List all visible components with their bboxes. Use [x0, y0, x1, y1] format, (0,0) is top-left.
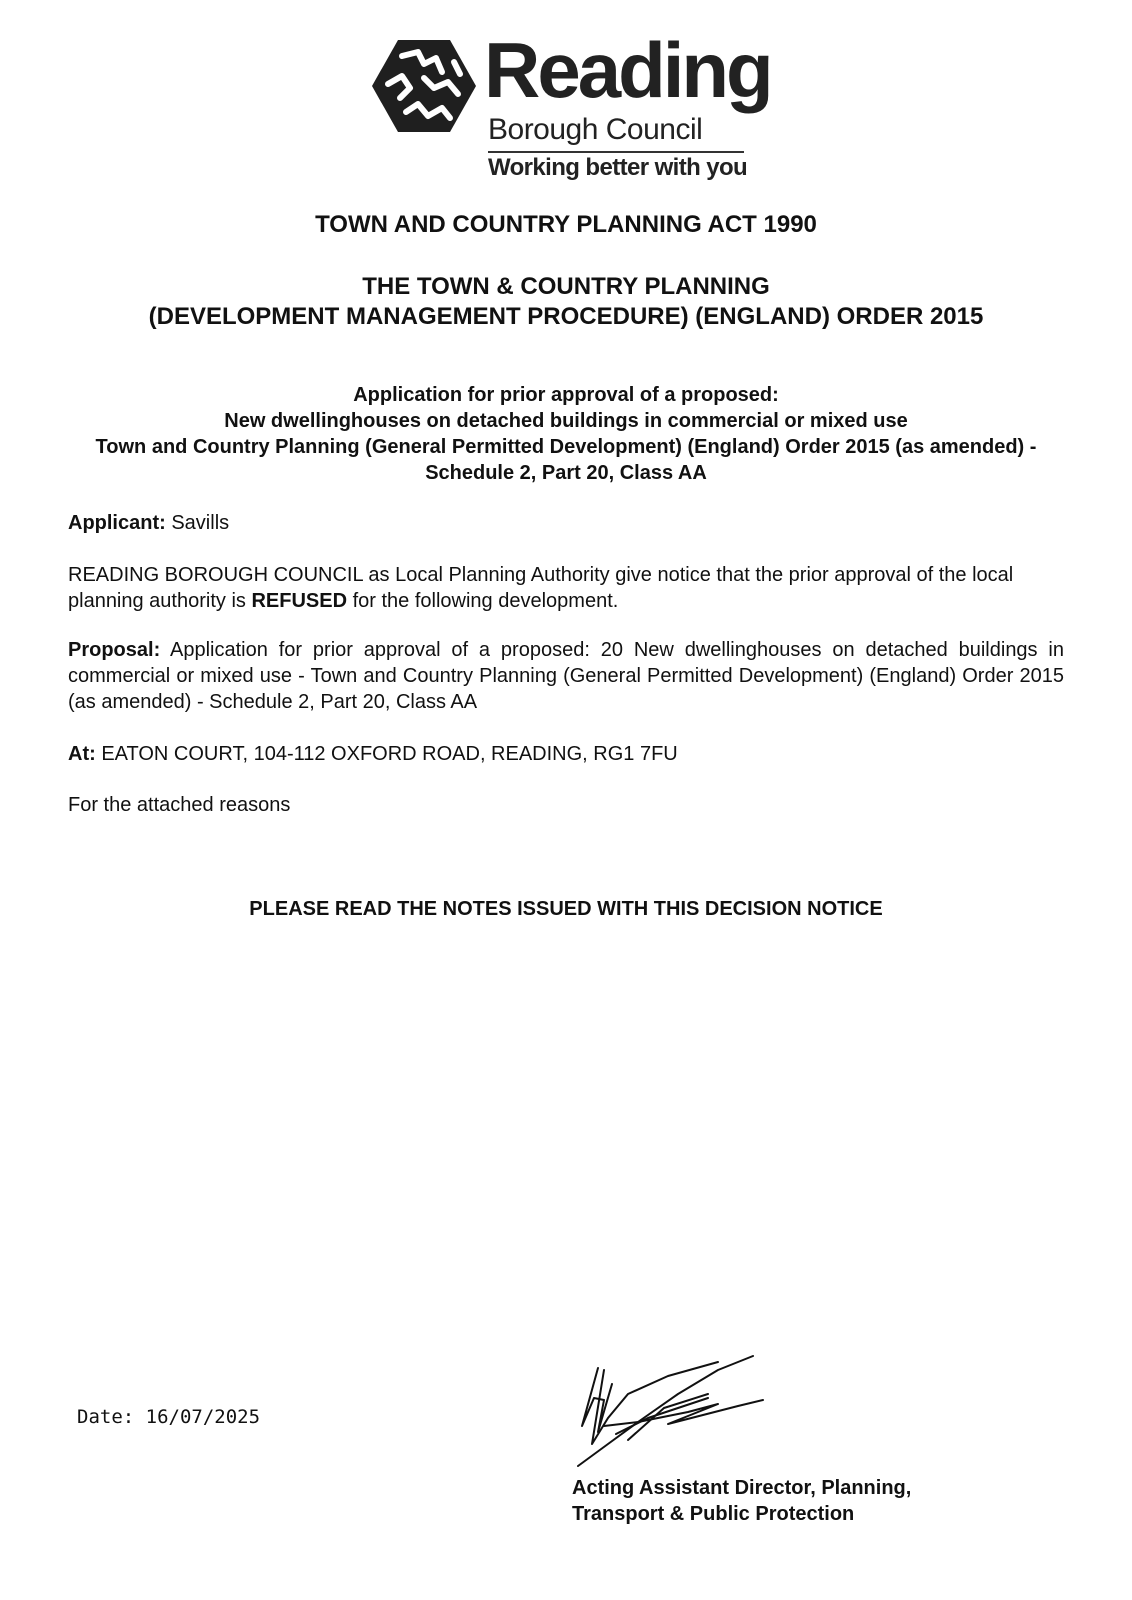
signatory-line2: Transport & Public Protection: [572, 1503, 855, 1525]
date-value: 16/07/2025: [145, 1406, 261, 1428]
proposal-value: Application for prior approval of a proposed: 20 New dwellinghouses on detached buildings in commercial or mixed use - Town and Country Planning (General Permitted Development) (England) Order 2015 (as amended) - Schedule 2, Part 20, Class AA: [68, 639, 1064, 713]
date-label: Date:: [77, 1406, 135, 1428]
signatory-title: [572, 1475, 1042, 1527]
logo-subtitle: Borough Council: [488, 113, 703, 146]
reasons-line: For the attached reasons: [68, 794, 291, 816]
council-emblem-icon: [372, 38, 476, 134]
decision-date: [77, 1405, 260, 1429]
site-address-line: [68, 741, 1064, 767]
applicant-label: Applicant:: [68, 512, 166, 534]
applicant-line: [68, 510, 1064, 536]
logo-tagline: Working better with you: [488, 154, 748, 181]
notice-text-before: READING BOROUGH COUNCIL as Local Planning Authority give notice that the prior approval of the local planning authority is: [68, 564, 1014, 612]
logo-divider: [488, 151, 744, 153]
order-title-line1: THE TOWN & COUNTRY PLANNING: [362, 273, 770, 300]
site-address: EATON COURT, 104-112 OXFORD ROAD, READING, RG1 7FU: [101, 743, 678, 765]
signatory-line1: Acting Assistant Director, Planning,: [572, 1477, 912, 1499]
site-label: At:: [68, 743, 96, 765]
notes-instruction: PLEASE READ THE NOTES ISSUED WITH THIS DECISION NOTICE: [249, 898, 883, 920]
order-title: [68, 272, 1064, 332]
proposal-paragraph: [68, 637, 1064, 715]
applicant-value: Savills: [171, 512, 230, 534]
application-heading: [68, 382, 1064, 486]
proposal-label: Proposal:: [68, 639, 161, 661]
decision-status: REFUSED: [251, 590, 348, 612]
application-heading-line2: New dwellinghouses on detached buildings in commercial or mixed use: [224, 410, 908, 432]
decision-notice: [68, 562, 1064, 614]
application-heading-line3: Town and Country Planning (General Permitted Development) (England) Order 2015 (as amended) - Schedule 2, Part 20, Class AA: [95, 436, 1037, 484]
notice-text-after: for the following development.: [347, 590, 619, 612]
act-title: TOWN AND COUNTRY PLANNING ACT 1990: [315, 211, 817, 238]
application-heading-line1: Application for prior approval of a proposed:: [353, 384, 779, 406]
order-title-line2: (DEVELOPMENT MANAGEMENT PROCEDURE) (ENGLAND) ORDER 2015: [148, 303, 984, 330]
logo-name: Reading: [484, 26, 771, 114]
signature-icon: [568, 1348, 783, 1473]
council-logo: [372, 26, 771, 181]
